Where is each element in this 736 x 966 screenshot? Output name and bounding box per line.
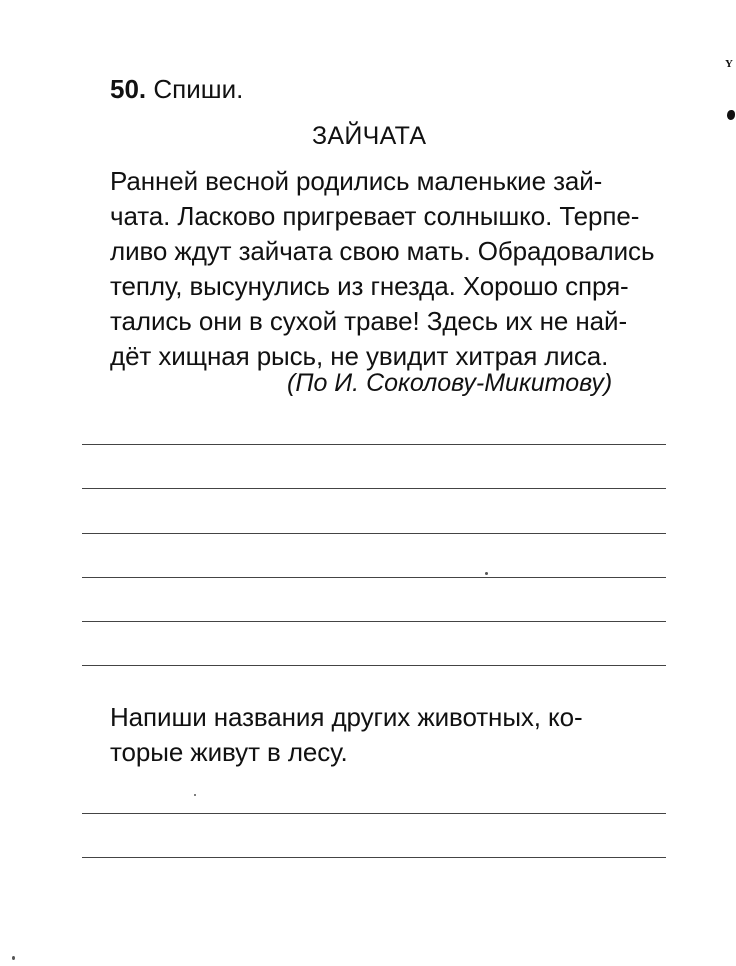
- story-line: ливо ждут зайчата свою мать. Обрадовались: [110, 236, 655, 266]
- question-line: торые живут в лесу.: [110, 737, 348, 767]
- story-title: ЗАЙЧАТА: [312, 122, 427, 150]
- edge-dot-icon: [727, 110, 735, 120]
- writing-line[interactable]: [82, 488, 666, 489]
- writing-line[interactable]: [82, 857, 666, 858]
- edge-mark: Y: [725, 58, 733, 70]
- story-line: дёт хищная рысь, не увидит хитрая лиса.: [110, 341, 609, 371]
- story-line: теплу, высунулись из гнезда. Хорошо спря-: [110, 271, 629, 301]
- story-author: (По И. Соколову-Микитову): [287, 369, 613, 397]
- question-line: Напиши названия других животных, ко-: [110, 702, 583, 732]
- scan-speck: [12, 956, 15, 960]
- writing-line[interactable]: [82, 665, 666, 666]
- story-line: Ранней весной родились маленькие зай-: [110, 166, 603, 196]
- task-number: 50.: [110, 74, 147, 104]
- story-line: тались они в сухой траве! Здесь их не най-: [110, 306, 628, 336]
- writing-line[interactable]: [82, 444, 666, 445]
- writing-line[interactable]: [82, 813, 666, 814]
- task-heading: [110, 70, 243, 108]
- writing-line[interactable]: [82, 621, 666, 622]
- scan-speck: [194, 794, 196, 796]
- writing-line[interactable]: [82, 577, 666, 578]
- task-instruction: Спиши.: [153, 74, 244, 104]
- writing-line[interactable]: [82, 533, 666, 534]
- story-line: чата. Ласково пригревает солнышко. Терпе-: [110, 201, 640, 231]
- scan-speck: [485, 572, 488, 575]
